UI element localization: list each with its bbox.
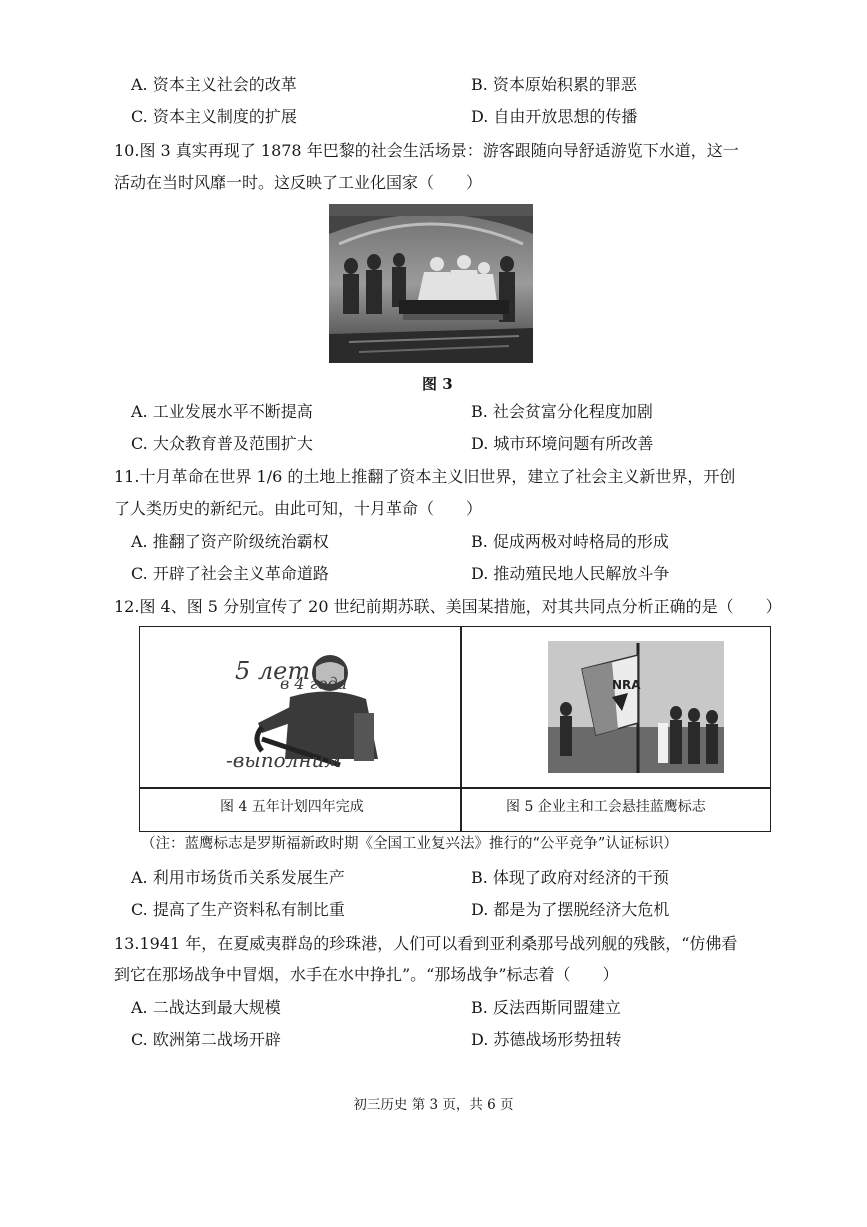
q12-option-b: B. 体现了政府对经济的干预: [471, 868, 669, 887]
figure-5-caption: 图 5 企业主和工会悬挂蓝鹰标志: [506, 799, 706, 815]
q13-option-c: C. 欧洲第二战场开辟: [131, 1030, 281, 1049]
q10-stem-line1: 10.图 3 真实再现了 1878 年巴黎的社会生活场景：游客跟随向导舒适游览下水道，这一: [114, 141, 739, 160]
q11-option-a: A. 推翻了资产阶级统治霸权: [131, 532, 329, 551]
table-divider-horizontal: [140, 787, 770, 789]
q13-stem-line1: 13.1941 年，在夏威夷群岛的珍珠港，人们可以看到亚利桑那号战列舰的残骸，“仿佛看: [114, 934, 738, 953]
figure-3-photo: [329, 204, 533, 363]
q12-option-c: C. 提高了生产资料私有制比重: [131, 900, 345, 919]
page-footer: 初三历史 第 3 页，共 6 页: [353, 1097, 514, 1113]
figure-5-cell: [462, 627, 770, 787]
figure-4-5-table: [139, 626, 771, 832]
figure-4-cell: [140, 627, 460, 787]
q12-option-d: D. 都是为了摆脱经济大危机: [471, 900, 670, 919]
poster-text-top-2: в 4 года: [280, 674, 348, 693]
figure-3-caption: 图 3: [422, 375, 453, 393]
q10-option-a: A. 工业发展水平不断提高: [131, 402, 313, 421]
q11-option-c: C. 开辟了社会主义革命道路: [131, 564, 329, 583]
q11-stem-line2: 了人类历史的新纪元。由此可知，十月革命（ ）: [114, 499, 483, 518]
q9-option-d: D. 自由开放思想的传播: [471, 107, 638, 126]
sewer-tour-illustration: [329, 204, 533, 363]
nra-flag-text: NRA: [612, 678, 641, 692]
q12-option-a: A. 利用市场货币关系发展生产: [131, 868, 345, 887]
figure-5-photo: [462, 627, 770, 787]
q11-option-d: D. 推动殖民地人民解放斗争: [471, 564, 670, 583]
q13-option-d: D. 苏德战场形势扭转: [471, 1030, 622, 1049]
figure-4-caption: 图 4 五年计划四年完成: [220, 799, 364, 815]
q12-stem-line1: 12.图 4、图 5 分别宣传了 20 世纪前期苏联、美国某措施，对其共同点分析正确的是（ ）: [114, 597, 782, 616]
poster-text-bottom: -выполним: [226, 748, 341, 772]
q10-option-d: D. 城市环境问题有所改善: [471, 434, 654, 453]
q10-stem-line2: 活动在当时风靡一时。这反映了工业化国家（ ）: [114, 173, 483, 192]
q10-option-b: B. 社会贫富分化程度加剧: [471, 402, 653, 421]
q9-option-c: C. 资本主义制度的扩展: [131, 107, 297, 126]
q13-stem-line2: 到它在那场战争中冒烟，水手在水中挣扎”。“那场战争”标志着（ ）: [114, 965, 619, 984]
q9-option-a: A. 资本主义社会的改革: [131, 75, 297, 94]
q11-option-b: B. 促成两极对峙格局的形成: [471, 532, 669, 551]
q13-option-a: A. 二战达到最大规模: [131, 998, 281, 1017]
figure-4-poster: [140, 627, 460, 787]
q12-note: （注：蓝鹰标志是罗斯福新政时期《全国工业复兴法》推行的“公平竞争”认证标识）: [141, 836, 678, 852]
poster-text-top-1: 5 лет: [235, 657, 311, 685]
q9-option-b: B. 资本原始积累的罪恶: [471, 75, 637, 94]
q10-option-c: C. 大众教育普及范围扩大: [131, 434, 313, 453]
q11-stem-line1: 11.十月革命在世界 1/6 的土地上推翻了资本主义旧世界，建立了社会主义新世界，开创: [114, 467, 736, 486]
q13-option-b: B. 反法西斯同盟建立: [471, 998, 621, 1017]
